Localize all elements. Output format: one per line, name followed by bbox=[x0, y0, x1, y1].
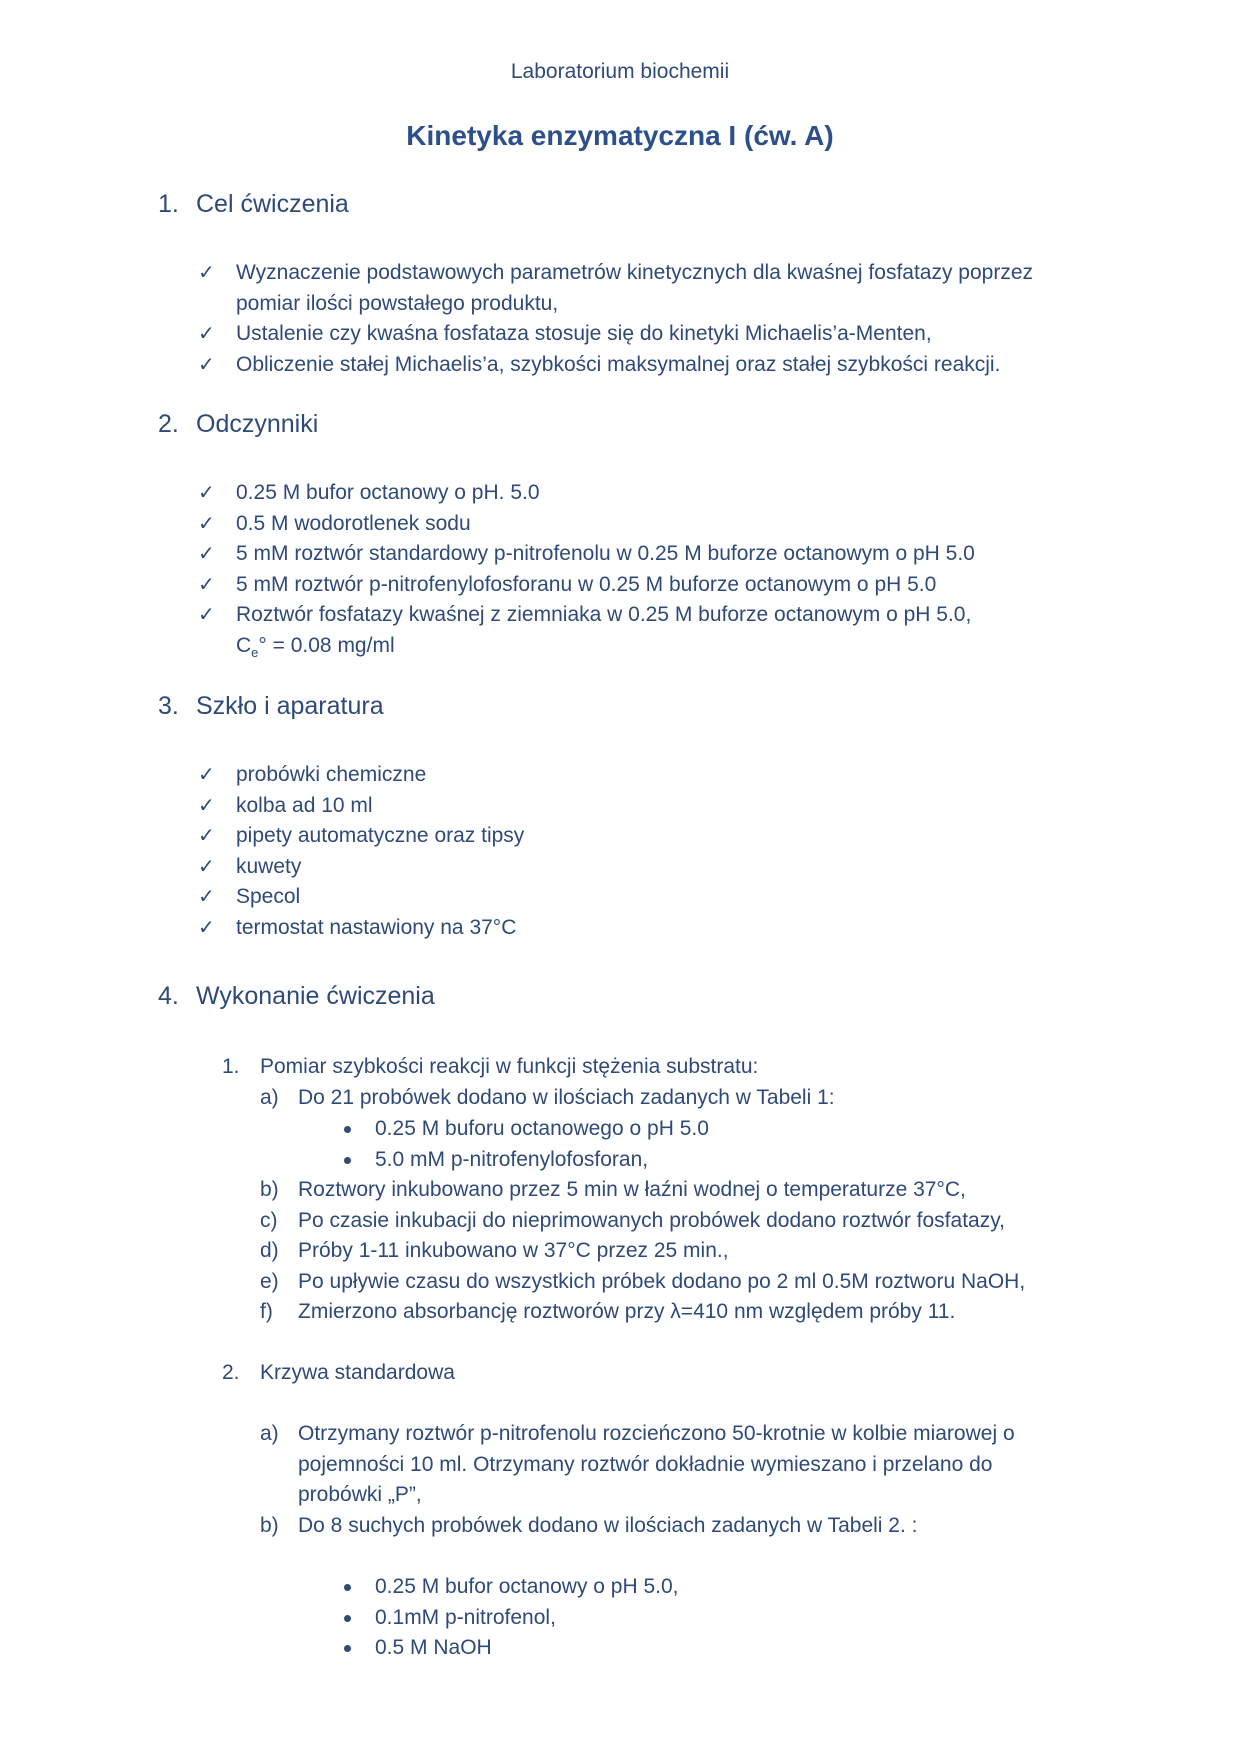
list-item: ✓ pipety automatyczne oraz tipsy bbox=[198, 821, 524, 852]
step-a: a) Otrzymany roztwór p-nitrofenolu rozcieńczono 50-krotnie w kolbie miarowej o bbox=[260, 1422, 1015, 1445]
subsection-2 bbox=[222, 1358, 455, 1389]
list-item: ✓ Obliczenie stałej Michaelis’a, szybkości maksymalnej oraz stałej szybkości reakcji. bbox=[198, 350, 1033, 381]
list-item: ✓ 0.5 M wodorotlenek sodu bbox=[198, 509, 975, 540]
section-1-list bbox=[198, 258, 1033, 380]
subsection-1 bbox=[222, 1052, 758, 1083]
bullet-icon bbox=[344, 1126, 351, 1133]
step-d: d) Próby 1-11 inkubowano w 37°C przez 25 min., bbox=[260, 1239, 729, 1262]
step-a-continuation: pojemności 10 ml. Otrzymany roztwór dokładnie wymieszano i przelano do bbox=[298, 1452, 993, 1476]
bullet-item: 0.1mM p-nitrofenol, bbox=[340, 1603, 679, 1634]
checkmark-icon: ✓ bbox=[198, 512, 215, 535]
checkmark-icon: ✓ bbox=[198, 543, 215, 565]
checkmark-icon: ✓ bbox=[198, 764, 215, 786]
list-item-continuation: $C_e^\circ = 0.08$ mg/ml bbox=[236, 633, 395, 660]
list-item: ✓ Wyznaczenie podstawowych parametrów kinetycznych dla kwaśnej fosfatazy poprzez bbox=[198, 258, 1033, 289]
list-item: ✓ Ustalenie czy kwaśna fosfataza stosuje się do kinetyki Michaelis’a-Menten, bbox=[198, 319, 1033, 350]
section-2-list bbox=[198, 478, 975, 668]
subsection-2-steps bbox=[260, 1419, 1015, 1541]
bullet-item: 0.25 M bufor octanowy o pH 5.0, bbox=[340, 1572, 679, 1603]
list-item-continuation: pomiar ilości powstałego produktu, bbox=[236, 291, 559, 315]
checkmark-icon: ✓ bbox=[198, 886, 215, 908]
bullet-item: 5.0 mM p-nitrofenylofosforan, bbox=[340, 1145, 709, 1176]
section-title: Cel ćwiczenia bbox=[196, 190, 349, 218]
list-item: ✓ probówki chemiczne bbox=[198, 760, 524, 791]
subsection-heading: 2. Krzywa standardowa bbox=[222, 1361, 455, 1384]
subsection-1-steps-a bbox=[260, 1083, 835, 1114]
bullet-item: 0.5 M NaOH bbox=[340, 1633, 679, 1664]
checkmark-icon: ✓ bbox=[198, 353, 215, 376]
step-f: f) Zmierzono absorbancję roztworów przy λ=410 nm względem próby 11. bbox=[260, 1300, 956, 1323]
bullet-item: 0.25 M buforu octanowego o pH 5.0 bbox=[340, 1114, 709, 1145]
section-number: 1. bbox=[158, 190, 179, 218]
section-1-heading bbox=[158, 190, 349, 219]
list-item: ✓ Specol bbox=[198, 882, 524, 913]
bullet-icon bbox=[344, 1615, 351, 1622]
step-e: e) Po upływie czasu do wszystkich próbek dodano po 2 ml 0.5M roztworu NaOH, bbox=[260, 1269, 1026, 1293]
subsection-1-bullets bbox=[340, 1114, 709, 1175]
checkmark-icon: ✓ bbox=[198, 573, 215, 596]
section-title: Wykonanie ćwiczenia bbox=[196, 982, 435, 1010]
checkmark-icon: ✓ bbox=[198, 916, 215, 939]
document-title: Kinetyka enzymatyczna I (ćw. A) bbox=[406, 120, 834, 151]
subsection-heading: 1. Pomiar szybkości reakcji w funkcji stężenia substratu: bbox=[222, 1055, 759, 1078]
step-b: b) Do 8 suchych probówek dodano w ilościach zadanych w Tabeli 2. : bbox=[260, 1513, 918, 1537]
checkmark-icon: ✓ bbox=[198, 262, 215, 284]
section-number: 4. bbox=[158, 982, 179, 1010]
list-item: ✓ kolba ad 10 ml bbox=[198, 791, 524, 822]
step-a: a) Do 21 probówek dodano w ilościach zadanych w Tabeli 1: bbox=[260, 1086, 835, 1109]
section-4-heading bbox=[158, 982, 435, 1011]
section-2-heading bbox=[158, 410, 318, 439]
section-3-heading bbox=[158, 692, 384, 721]
list-item: ✓ 0.25 M bufor octanowy o pH. 5.0 bbox=[198, 478, 975, 509]
section-number: 3. bbox=[158, 692, 179, 720]
section-number: 2. bbox=[158, 410, 179, 438]
section-title: Szkło i aparatura bbox=[196, 692, 384, 720]
list-item: ✓ 5 mM roztwór p-nitrofenylofosforanu w 0.25 M buforze octanowym o pH 5.0 bbox=[198, 570, 975, 601]
section-3-list bbox=[198, 760, 524, 943]
subsection-1-steps-b-f bbox=[260, 1175, 1025, 1328]
bullet-icon bbox=[344, 1157, 351, 1164]
section-title: Odczynniki bbox=[196, 410, 319, 438]
list-item: ✓ 5 mM roztwór standardowy p-nitrofenolu w 0.25 M buforze octanowym o pH 5.0 bbox=[198, 539, 975, 570]
checkmark-icon: ✓ bbox=[198, 855, 215, 878]
step-a-continuation: probówki „P”, bbox=[298, 1483, 422, 1506]
step-b: b) Roztwory inkubowano przez 5 min w łaźni wodnej o temperaturze 37°C, bbox=[260, 1178, 966, 1201]
bullet-icon bbox=[344, 1584, 351, 1591]
checkmark-icon: ✓ bbox=[198, 482, 215, 504]
subsection-2-bullets bbox=[340, 1572, 679, 1664]
list-item: ✓ kuwety bbox=[198, 852, 524, 883]
checkmark-icon: ✓ bbox=[198, 825, 215, 847]
list-item: ✓ Roztwór fosfatazy kwaśnej z ziemniaka w 0.25 M buforze octanowym o pH 5.0, bbox=[198, 600, 975, 631]
page-header: Laboratorium biochemii bbox=[510, 60, 730, 83]
checkmark-icon: ✓ bbox=[198, 604, 215, 626]
checkmark-icon: ✓ bbox=[198, 323, 215, 345]
list-item: ✓ termostat nastawiony na 37°C bbox=[198, 913, 524, 944]
checkmark-icon: ✓ bbox=[198, 794, 215, 817]
step-c: c) Po czasie inkubacji do nieprimowanych probówek dodano roztwór fosfatazy, bbox=[260, 1208, 1005, 1232]
bullet-icon bbox=[344, 1645, 351, 1652]
